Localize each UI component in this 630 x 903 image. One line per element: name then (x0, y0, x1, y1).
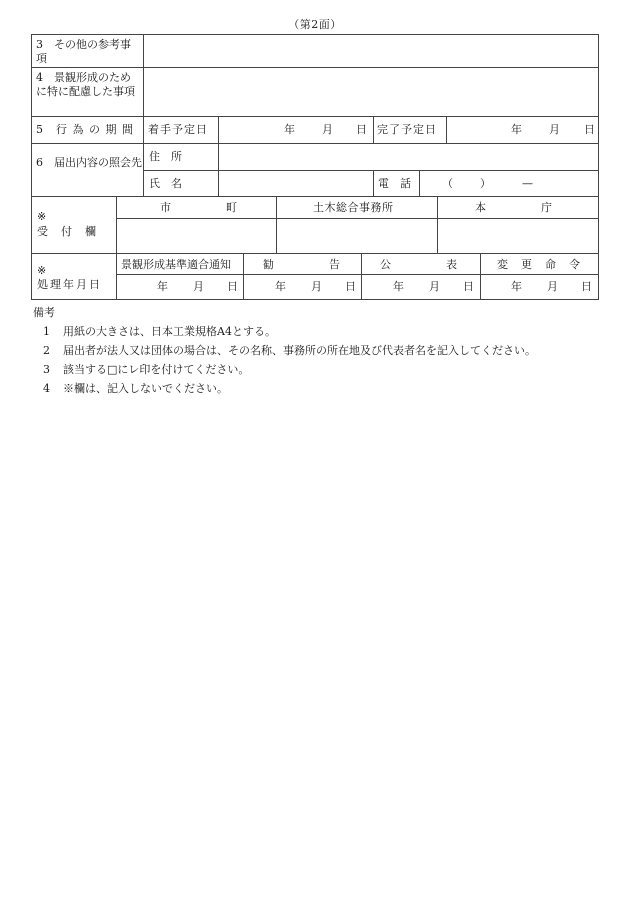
processing-order-header: 変 更 命 令 (497, 258, 581, 271)
note-text: ※欄は、記入しないでください。 (63, 382, 228, 395)
note-text: 用紙の大きさは、日本工業規格A4とする。 (63, 325, 276, 338)
landscape-consideration-field[interactable] (144, 68, 598, 116)
processing-publish-date[interactable] (362, 275, 480, 299)
label-other-reference: 3 その他の参考事項 (36, 38, 131, 65)
label-name: 氏 名 (149, 177, 182, 190)
note-item (33, 322, 536, 341)
note-item (33, 360, 536, 379)
day-label: 日 (356, 123, 367, 136)
note-number: 2 (43, 344, 50, 357)
year-label: 年 (157, 280, 168, 293)
month-label: 月 (311, 280, 322, 293)
label-phone: 電 話 (378, 177, 411, 190)
day-label: 日 (345, 280, 356, 293)
table-border-left (31, 34, 32, 299)
start-date-field[interactable] (219, 117, 373, 143)
label-end-date: 完了予定日 (377, 123, 437, 136)
label-address: 住 所 (149, 150, 182, 163)
label-contact: 6 届出内容の照会先 (36, 156, 142, 169)
note-number: 3 (43, 363, 50, 376)
year-label: 年 (511, 123, 522, 136)
reception-mark: ※ (37, 210, 47, 223)
reception-city-field[interactable] (117, 219, 276, 253)
note-item (33, 341, 536, 360)
year-label: 年 (275, 280, 286, 293)
month-label: 月 (429, 280, 440, 293)
reception-label: 受 付 欄 (37, 225, 97, 238)
month-label: 月 (322, 123, 333, 136)
col-divider (373, 116, 374, 143)
day-label: 日 (227, 280, 238, 293)
reception-office-field[interactable] (277, 219, 437, 253)
processing-label: 処理年月日 (37, 278, 102, 291)
page-title: （第2面） (288, 18, 342, 31)
year-label: 年 (393, 280, 404, 293)
day-label: 日 (584, 123, 595, 136)
processing-advice-header: 勧 告 (263, 258, 340, 271)
table-border-bottom (31, 299, 599, 300)
label-landscape-consideration: 4 景観形成のために特に配慮した事項 (36, 71, 135, 98)
note-number: 1 (43, 325, 50, 338)
processing-notice-header: 景観形成基準適合通知 (121, 258, 231, 271)
end-date-field[interactable] (447, 117, 598, 143)
month-label: 月 (547, 280, 558, 293)
reception-hq-header: 本 庁 (475, 201, 552, 214)
notes-title: 備考 (33, 306, 55, 319)
table-border-right (598, 34, 599, 299)
month-label: 月 (193, 280, 204, 293)
reception-city-header: 市 町 (160, 201, 237, 214)
day-label: 日 (463, 280, 474, 293)
phone-field[interactable] (420, 171, 598, 196)
processing-publish-header: 公 表 (380, 258, 457, 271)
col-divider (373, 170, 374, 196)
label-start-date: 着手予定日 (148, 123, 208, 136)
notes-section (33, 303, 536, 398)
processing-order-date[interactable] (481, 275, 598, 299)
reception-office-header: 土木総合事務所 (313, 201, 394, 214)
name-field[interactable] (219, 171, 373, 196)
year-label: 年 (284, 123, 295, 136)
note-item (33, 379, 536, 398)
address-field[interactable] (219, 144, 598, 170)
phone-dash: — (522, 177, 533, 190)
phone-paren-open: （ (442, 177, 453, 190)
reception-hq-field[interactable] (438, 219, 598, 253)
note-text: 届出者が法人又は団体の場合は、その名称、事務所の所在地及び代表者名を記入してください。 (63, 344, 536, 357)
processing-mark: ※ (37, 264, 47, 277)
note-text: 該当する□にレ印を付けてください。 (63, 363, 250, 376)
label-action-period: 5 行 為 の 期 間 (36, 123, 134, 136)
note-number: 4 (43, 382, 50, 395)
phone-paren-close: ） (480, 177, 491, 190)
other-reference-field[interactable] (144, 35, 598, 67)
year-label: 年 (511, 280, 522, 293)
day-label: 日 (581, 280, 592, 293)
month-label: 月 (549, 123, 560, 136)
processing-advice-date[interactable] (244, 275, 361, 299)
processing-notice-date[interactable] (117, 275, 243, 299)
